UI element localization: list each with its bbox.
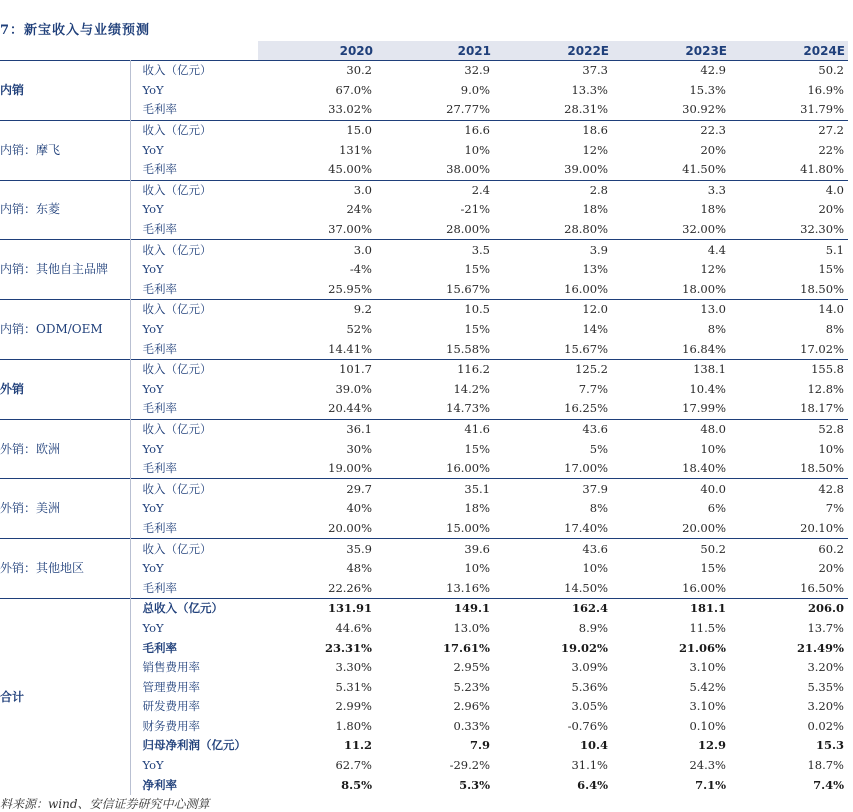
header-year: 2021 xyxy=(376,41,494,61)
value-cell: 15.3% xyxy=(689,82,726,97)
value-cell: 48.0 xyxy=(612,419,730,439)
value-cell: 12% xyxy=(582,142,608,157)
value-cell: 3.10% xyxy=(689,699,726,714)
value-cell: 12.9 xyxy=(697,738,726,753)
metric-label: 归母净利润（亿元） xyxy=(142,738,246,753)
value-cell: 52.8 xyxy=(730,419,848,439)
metric-label: 毛利率 xyxy=(142,341,177,356)
metric-label: YoY xyxy=(142,501,164,516)
metric-label: 毛利率 xyxy=(142,222,177,237)
value-cell: 3.20% xyxy=(807,699,844,714)
value-cell: 2.8 xyxy=(494,180,612,200)
value-cell: 7.9 xyxy=(469,738,490,753)
metric-label: 净利率 xyxy=(142,777,177,792)
metric-label: 收入（亿元） xyxy=(130,479,258,499)
value-cell: 5.36% xyxy=(571,679,608,694)
value-cell: 24% xyxy=(346,202,372,217)
segment-label: 外销：美洲 xyxy=(0,479,130,539)
value-cell: 18.00% xyxy=(682,281,726,296)
value-cell: 44.6% xyxy=(335,620,372,635)
value-cell: 8% xyxy=(825,322,844,337)
value-cell: 15.67% xyxy=(446,281,490,296)
value-cell: 16.00% xyxy=(446,461,490,476)
metric-label: 收入（亿元） xyxy=(130,240,258,260)
value-cell: 22% xyxy=(818,142,844,157)
value-cell: 13.16% xyxy=(446,580,490,595)
value-cell: 43.6 xyxy=(494,539,612,559)
value-cell: 15.0 xyxy=(258,120,376,140)
value-cell: 16.00% xyxy=(564,281,608,296)
value-cell: 16.6 xyxy=(376,120,494,140)
value-cell: 67.0% xyxy=(335,82,372,97)
segment-label: 合计 xyxy=(0,599,130,795)
value-cell: 17.61% xyxy=(443,640,490,655)
value-cell: 30.92% xyxy=(682,102,726,117)
value-cell: 7.1% xyxy=(695,777,726,792)
value-cell: 13.3% xyxy=(571,82,608,97)
value-cell: 42.8 xyxy=(730,479,848,499)
value-cell: 36.1 xyxy=(258,419,376,439)
metric-label: YoY xyxy=(142,142,164,157)
value-cell: 17.99% xyxy=(682,401,726,416)
value-cell: 10.4% xyxy=(689,381,726,396)
value-cell: 13.7% xyxy=(807,620,844,635)
value-cell: 31.79% xyxy=(800,102,844,117)
metric-label: 毛利率 xyxy=(142,102,177,117)
value-cell: 29.7 xyxy=(258,479,376,499)
value-cell: 24.3% xyxy=(689,758,726,773)
value-cell: 27.77% xyxy=(446,102,490,117)
value-cell: 22.26% xyxy=(328,580,372,595)
value-cell: 5% xyxy=(589,441,608,456)
value-cell: 131% xyxy=(339,142,372,157)
metric-label: 销售费用率 xyxy=(142,660,200,675)
metric-label: 收入（亿元） xyxy=(130,180,258,200)
value-cell: 21.49% xyxy=(797,640,844,655)
value-cell: 22.3 xyxy=(612,120,730,140)
value-cell: 39.0% xyxy=(335,381,372,396)
value-cell: 60.2 xyxy=(730,539,848,559)
metric-label: 研发费用率 xyxy=(142,699,200,714)
value-cell: 0.33% xyxy=(453,718,490,733)
table-row xyxy=(0,419,848,439)
header-segment-blank xyxy=(0,41,130,61)
value-cell: 17.40% xyxy=(564,520,608,535)
value-cell: 43.6 xyxy=(494,419,612,439)
value-cell: -21% xyxy=(460,202,490,217)
value-cell: 25.95% xyxy=(328,281,372,296)
metric-label: YoY xyxy=(142,561,164,576)
header-year: 2023E xyxy=(612,41,730,61)
value-cell: 38.00% xyxy=(446,162,490,177)
value-cell: 7.4% xyxy=(813,777,844,792)
value-cell: 42.9 xyxy=(612,61,730,81)
value-cell: 32.9 xyxy=(376,61,494,81)
metric-label: 毛利率 xyxy=(142,281,177,296)
value-cell: 16.50% xyxy=(800,580,844,595)
value-cell: 20% xyxy=(818,202,844,217)
value-cell: 27.2 xyxy=(730,120,848,140)
metric-label: 收入（亿元） xyxy=(130,300,258,320)
value-cell: 15% xyxy=(464,322,490,337)
metric-label: 管理费用率 xyxy=(142,679,200,694)
table-row xyxy=(0,61,848,81)
value-cell: 41.6 xyxy=(376,419,494,439)
value-cell: 15.67% xyxy=(564,341,608,356)
value-cell: 40% xyxy=(346,501,372,516)
value-cell: 18% xyxy=(700,202,726,217)
value-cell: 32.30% xyxy=(800,222,844,237)
value-cell: -0.76% xyxy=(567,718,608,733)
metric-label: YoY xyxy=(142,758,164,773)
table-row xyxy=(0,180,848,200)
header-year: 2022E xyxy=(494,41,612,61)
value-cell: 16.25% xyxy=(564,401,608,416)
value-cell: 2.99% xyxy=(335,699,372,714)
value-cell: 14.50% xyxy=(564,580,608,595)
value-cell: 28.31% xyxy=(564,102,608,117)
table-header-row xyxy=(0,41,848,61)
value-cell: 4.0 xyxy=(730,180,848,200)
value-cell: 3.09% xyxy=(571,660,608,675)
value-cell: 17.02% xyxy=(800,341,844,356)
value-cell: 18% xyxy=(464,501,490,516)
value-cell: -29.2% xyxy=(449,758,490,773)
value-cell: 20% xyxy=(700,142,726,157)
value-cell: 35.1 xyxy=(376,479,494,499)
value-cell: 11.5% xyxy=(689,620,726,635)
value-cell: 3.0 xyxy=(258,240,376,260)
metric-label: 毛利率 xyxy=(142,162,177,177)
metric-label: 收入（亿元） xyxy=(130,61,258,81)
value-cell: 8.5% xyxy=(341,777,372,792)
value-cell: 162.4 xyxy=(494,599,612,619)
table-body xyxy=(0,61,848,795)
value-cell: 5.42% xyxy=(689,679,726,694)
segment-label: 内销：ODM/OEM xyxy=(0,300,130,360)
value-cell: 15% xyxy=(818,262,844,277)
value-cell: 6.4% xyxy=(577,777,608,792)
value-cell: 12.8% xyxy=(807,381,844,396)
forecast-table xyxy=(0,41,848,795)
value-cell: 116.2 xyxy=(376,359,494,379)
metric-label: YoY xyxy=(142,262,164,277)
metric-label: 收入（亿元） xyxy=(130,419,258,439)
value-cell: 7% xyxy=(825,501,844,516)
value-cell: 39.6 xyxy=(376,539,494,559)
value-cell: 10% xyxy=(700,441,726,456)
value-cell: 23.31% xyxy=(325,640,372,655)
value-cell: 39.00% xyxy=(564,162,608,177)
value-cell: 10% xyxy=(464,142,490,157)
value-cell: 3.30% xyxy=(335,660,372,675)
value-cell: 13.0 xyxy=(612,300,730,320)
value-cell: 37.9 xyxy=(494,479,612,499)
value-cell: 62.7% xyxy=(335,758,372,773)
metric-label: 总收入（亿元） xyxy=(130,599,258,619)
value-cell: 3.0 xyxy=(258,180,376,200)
metric-label: 毛利率 xyxy=(142,580,177,595)
value-cell: 3.5 xyxy=(376,240,494,260)
value-cell: 3.10% xyxy=(689,660,726,675)
value-cell: 2.96% xyxy=(453,699,490,714)
value-cell: 15% xyxy=(700,561,726,576)
metric-label: YoY xyxy=(142,202,164,217)
value-cell: 2.95% xyxy=(453,660,490,675)
value-cell: 41.80% xyxy=(800,162,844,177)
value-cell: 15.00% xyxy=(446,520,490,535)
metric-label: 收入（亿元） xyxy=(130,359,258,379)
value-cell: 37.3 xyxy=(494,61,612,81)
value-cell: 5.23% xyxy=(453,679,490,694)
table-row xyxy=(0,539,848,559)
value-cell: 20.00% xyxy=(328,520,372,535)
value-cell: 8.9% xyxy=(578,620,608,635)
value-cell: 28.00% xyxy=(446,222,490,237)
value-cell: 35.9 xyxy=(258,539,376,559)
value-cell: 18.17% xyxy=(800,401,844,416)
value-cell: 20% xyxy=(818,561,844,576)
value-cell: 18.6 xyxy=(494,120,612,140)
metric-label: 毛利率 xyxy=(142,520,177,535)
metric-label: YoY xyxy=(142,441,164,456)
value-cell: 14.41% xyxy=(328,341,372,356)
metric-label: 财务费用率 xyxy=(142,718,200,733)
metric-label: 毛利率 xyxy=(142,640,177,655)
value-cell: 5.3% xyxy=(459,777,490,792)
value-cell: 10% xyxy=(818,441,844,456)
metric-label: YoY xyxy=(142,82,164,97)
value-cell: 14% xyxy=(582,322,608,337)
value-cell: 20.10% xyxy=(800,520,844,535)
segment-label: 外销 xyxy=(0,359,130,419)
value-cell: 2.4 xyxy=(376,180,494,200)
value-cell: 18.50% xyxy=(800,461,844,476)
metric-label: 收入（亿元） xyxy=(130,120,258,140)
header-year: 2020 xyxy=(258,41,376,61)
segment-label: 内销：东菱 xyxy=(0,180,130,240)
value-cell: 52% xyxy=(346,322,372,337)
value-cell: 5.35% xyxy=(807,679,844,694)
value-cell: 7.7% xyxy=(578,381,608,396)
value-cell: 33.02% xyxy=(328,102,372,117)
table-row xyxy=(0,479,848,499)
value-cell: 45.00% xyxy=(328,162,372,177)
value-cell: 8% xyxy=(707,322,726,337)
value-cell: 16.00% xyxy=(682,580,726,595)
value-cell: 30% xyxy=(346,441,372,456)
value-cell: 19.02% xyxy=(561,640,608,655)
value-cell: 14.73% xyxy=(446,401,490,416)
value-cell: 21.06% xyxy=(679,640,726,655)
segment-label: 内销 xyxy=(0,61,130,121)
value-cell: 14.2% xyxy=(453,381,490,396)
value-cell: 40.0 xyxy=(612,479,730,499)
value-cell: 31.1% xyxy=(571,758,608,773)
metric-label: 毛利率 xyxy=(142,401,177,416)
table-row xyxy=(0,599,848,619)
value-cell: 10.5 xyxy=(376,300,494,320)
value-cell: 0.10% xyxy=(689,718,726,733)
value-cell: -4% xyxy=(349,262,372,277)
source-note: 料来源：wind、安信证券研究中心测算 xyxy=(0,797,210,811)
value-cell: 32.00% xyxy=(682,222,726,237)
value-cell: 3.3 xyxy=(612,180,730,200)
value-cell: 17.00% xyxy=(564,461,608,476)
value-cell: 15% xyxy=(464,441,490,456)
value-cell: 13% xyxy=(582,262,608,277)
table-row xyxy=(0,359,848,379)
value-cell: 1.80% xyxy=(335,718,372,733)
value-cell: 12.0 xyxy=(494,300,612,320)
value-cell: 4.4 xyxy=(612,240,730,260)
value-cell: 18.50% xyxy=(800,281,844,296)
segment-label: 内销：摩飞 xyxy=(0,120,130,180)
value-cell: 9.2 xyxy=(258,300,376,320)
header-metric-blank xyxy=(130,41,258,61)
segment-label: 外销：其他地区 xyxy=(0,539,130,599)
value-cell: 181.1 xyxy=(612,599,730,619)
value-cell: 3.9 xyxy=(494,240,612,260)
value-cell: 149.1 xyxy=(376,599,494,619)
header-year: 2024E xyxy=(730,41,848,61)
value-cell: 6% xyxy=(707,501,726,516)
value-cell: 19.00% xyxy=(328,461,372,476)
metric-label: YoY xyxy=(142,322,164,337)
value-cell: 125.2 xyxy=(494,359,612,379)
metric-label: YoY xyxy=(142,620,164,635)
value-cell: 16.84% xyxy=(682,341,726,356)
value-cell: 5.31% xyxy=(335,679,372,694)
value-cell: 15.3 xyxy=(815,738,844,753)
value-cell: 48% xyxy=(346,561,372,576)
value-cell: 50.2 xyxy=(612,539,730,559)
value-cell: 206.0 xyxy=(730,599,848,619)
table-title: 7：新宝收入与业绩预测 xyxy=(0,23,151,38)
value-cell: 30.2 xyxy=(258,61,376,81)
value-cell: 28.80% xyxy=(564,222,608,237)
value-cell: 9.0% xyxy=(460,82,490,97)
value-cell: 18% xyxy=(582,202,608,217)
value-cell: 20.44% xyxy=(328,401,372,416)
value-cell: 15% xyxy=(464,262,490,277)
value-cell: 138.1 xyxy=(612,359,730,379)
value-cell: 18.7% xyxy=(807,758,844,773)
value-cell: 20.00% xyxy=(682,520,726,535)
value-cell: 131.91 xyxy=(258,599,376,619)
value-cell: 3.05% xyxy=(571,699,608,714)
metric-label: YoY xyxy=(142,381,164,396)
value-cell: 18.40% xyxy=(682,461,726,476)
segment-label: 外销：欧洲 xyxy=(0,419,130,479)
table-row xyxy=(0,240,848,260)
value-cell: 5.1 xyxy=(730,240,848,260)
value-cell: 101.7 xyxy=(258,359,376,379)
value-cell: 155.8 xyxy=(730,359,848,379)
value-cell: 13.0% xyxy=(453,620,490,635)
value-cell: 3.20% xyxy=(807,660,844,675)
segment-label: 内销：其他自主品牌 xyxy=(0,240,130,300)
value-cell: 10% xyxy=(464,561,490,576)
value-cell: 8% xyxy=(589,501,608,516)
value-cell: 37.00% xyxy=(328,222,372,237)
metric-label: 收入（亿元） xyxy=(130,539,258,559)
value-cell: 0.02% xyxy=(807,718,844,733)
table-row xyxy=(0,300,848,320)
value-cell: 41.50% xyxy=(682,162,726,177)
value-cell: 10.4 xyxy=(579,738,608,753)
value-cell: 10% xyxy=(582,561,608,576)
value-cell: 12% xyxy=(700,262,726,277)
value-cell: 50.2 xyxy=(730,61,848,81)
metric-label: 毛利率 xyxy=(142,461,177,476)
table-row xyxy=(0,120,848,140)
value-cell: 15.58% xyxy=(446,341,490,356)
value-cell: 14.0 xyxy=(730,300,848,320)
value-cell: 11.2 xyxy=(343,738,372,753)
value-cell: 16.9% xyxy=(807,82,844,97)
